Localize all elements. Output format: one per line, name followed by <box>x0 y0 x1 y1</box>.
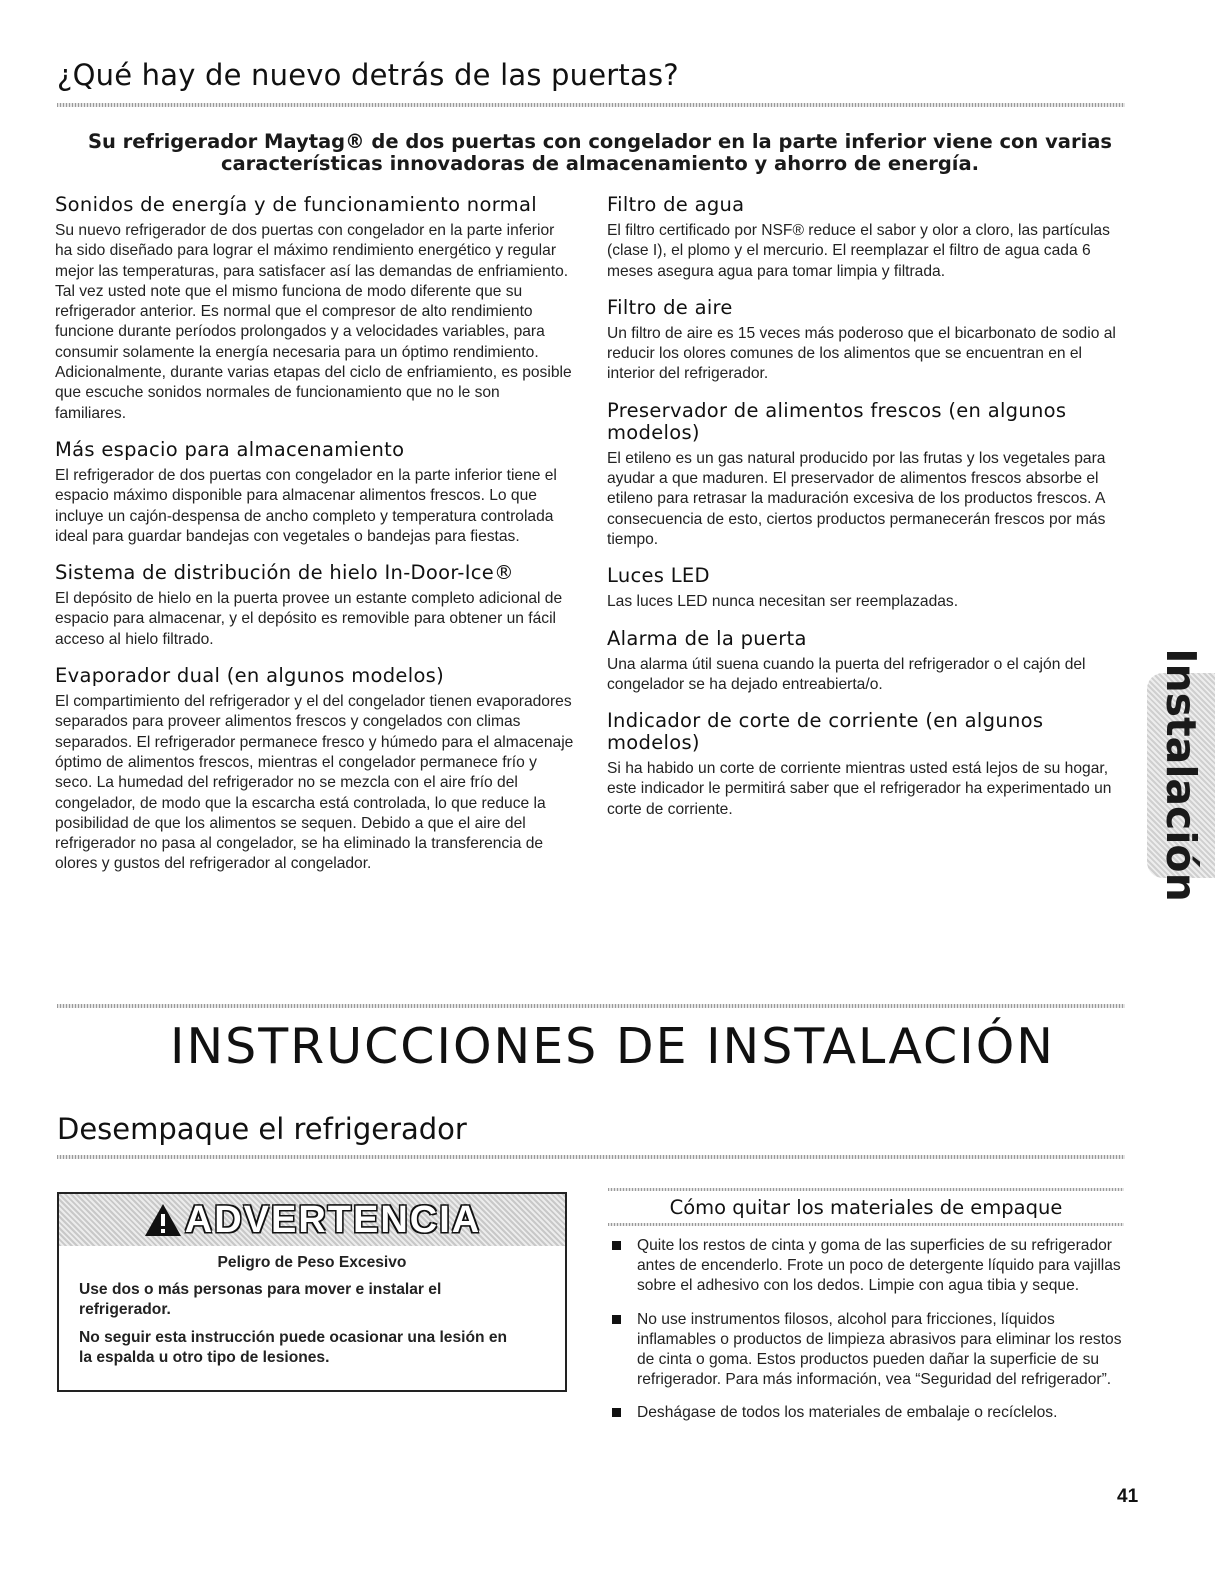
packing-top-rule <box>608 1188 1124 1191</box>
warning-triangle-icon <box>143 1202 183 1238</box>
section-heading: Indicador de corte de corriente (en algunos modelos) <box>607 709 1044 755</box>
section-text: Una alarma útil suena cuando la puerta del refrigerador o el cajón del congelador se ha dejado entreabierta/o. <box>607 655 1086 693</box>
section-text: El filtro certificado por NSF® reduce el sabor y olor a cloro, las partículas (clase I), el plomo y el mercurio. El reemplazar el filtro de agua cada 6 meses asegura agua para tomar limpia y filtrada. <box>607 222 1110 280</box>
section-divider <box>57 1004 1125 1008</box>
list-item-text: Deshágase de todos los materiales de embalaje o recíclelos. <box>637 1404 1058 1422</box>
section-heading: Preservador de alimentos frescos (en algunos modelos) <box>607 398 1067 444</box>
section-text: El depósito de hielo en la puerta provee un estante completo adicional de espacio para almacenar, y el depósito es removible para obtener un fácil acceso al hielo filtrado. <box>55 590 563 648</box>
section-heading: Evaporador dual (en algunos modelos) <box>55 664 445 688</box>
installation-title: INSTRUCCIONES DE INSTALACIÓN <box>170 1018 1055 1075</box>
page-title: ¿Qué hay de nuevo detrás de las puertas? <box>57 58 679 92</box>
section-text: Su nuevo refrigerador de dos puertas con congelador en la parte inferior ha sido diseñado para lograr el máximo rendimiento energético y regular mejor las temperaturas, para satisfacer así las demandas de enfriamiento. Tal vez usted note que el mismo funciona de modo diferente que su refrigerador anterior. Es normal que el compresor de alto rendimiento funcione durante períodos prolongados y a velocidades variables, para consumir solamente la energía necesaria para un óptimo rendimiento. Adicionalmente, durante varias etapas del ciclo de enfriamiento, es posible que escuche sonidos normales de funcionamiento que no le son familiares. <box>55 222 572 422</box>
list-item <box>612 1403 1132 1423</box>
warning-header-label: ADVERTENCIA <box>184 1198 482 1241</box>
left-column <box>55 194 575 890</box>
warning-line-1: Use dos o más personas para mover e instalar el refrigerador. <box>79 1281 442 1318</box>
list-item <box>612 1236 1132 1297</box>
packing-title: Cómo quitar los materiales de empaque <box>669 1196 1063 1219</box>
section-text: El compartimiento del refrigerador y el del congelador tienen evaporadores separados para proveer alimentos frescos y congelados con climas separados. El refrigerador permanece fresco y húmedo para el almacenaje óptimo de alimentos frescos, mientras el congelador permanece frío y seco. La humedad del refrigerador no se mezcla con el aire frío del congelador, de modo que la escarcha está controlada, lo que reduce la posibilidad de que los alimentos se sequen. Debido a que el aire del refrigerador no pasa al congelador, se ha eliminado la transferencia de olores y gustos del refrigerador al congelador. <box>55 693 574 873</box>
page-number: 41 <box>1117 1486 1139 1507</box>
unpack-title: Desempaque el refrigerador <box>57 1112 467 1146</box>
unpack-underline <box>57 1155 1125 1159</box>
section-side-tab <box>1147 648 1215 902</box>
title-underline <box>57 103 1125 107</box>
section-heading: Alarma de la puerta <box>607 626 807 650</box>
section-heading: Filtro de aire <box>607 295 733 319</box>
warning-subtitle: Peligro de Peso Excesivo <box>217 1254 407 1271</box>
list-item-text: Quite los restos de cinta y goma de las superficies de su refrigerador antes de encenderlo. Frote un poco de detergente líquido para vajillas sobre el adhesivo con los dedos. Limpie con agua tibia y seque. <box>637 1237 1121 1295</box>
warning-line-2: No seguir esta instrucción puede ocasionar una lesión en la espalda u otro tipo de lesiones. <box>79 1329 508 1366</box>
right-column <box>607 194 1127 835</box>
section-heading: Sonidos de energía y de funcionamiento normal <box>55 193 537 216</box>
section-text: El refrigerador de dos puertas con congelador en la parte inferior tiene el espacio máximo disponible para almacenar alimentos frescos. Lo que incluye un cajón-despensa de ancho completo y temperatura controlada ideal para guardar bandejas con vegetales o bandejas para fiestas. <box>55 466 557 545</box>
warning-box <box>57 1192 567 1392</box>
bullet-square-icon <box>612 1241 621 1250</box>
section-text: Si ha habido un corte de corriente mientras usted está lejos de su hogar, este indicador le permitirá saber que el refrigerador ha experimentado un corte de corriente. <box>607 760 1112 818</box>
warning-header <box>59 1194 565 1246</box>
section-heading: Luces LED <box>607 564 710 588</box>
list-item <box>612 1310 1132 1391</box>
section-text: Un filtro de aire es 15 veces más poderoso que el bicarbonato de sodio al reducir los olores comunes de los alimentos que se encuentran en el interior del refrigerador. <box>607 324 1116 383</box>
section-heading: Sistema de distribución de hielo In-Door-Ice® <box>55 561 514 585</box>
packing-bottom-rule <box>608 1223 1124 1226</box>
bullet-square-icon <box>612 1315 621 1324</box>
section-text: Las luces LED nunca necesitan ser reemplazadas. <box>607 593 959 611</box>
intro-text: Su refrigerador Maytag® de dos puertas con congelador en la parte inferior viene con varias características innovadoras de almacenamiento y ahorro de energía. <box>87 130 1113 175</box>
bullet-square-icon <box>612 1408 621 1417</box>
packing-list <box>612 1236 1132 1437</box>
section-text: El etileno es un gas natural producido por las frutas y los vegetales para ayudar a que maduren. El preservador de alimentos frescos absorbe el etileno para retrasar la maduración excesiva de los productos frescos. A consecuencia de esto, ciertos productos permanecerán frescos por más tiempo. <box>607 449 1106 548</box>
list-item-text: No use instrumentos filosos, alcohol para fricciones, líquidos inflamables o productos de limpieza abrasivos para eliminar los restos de cinta o goma. Estos productos pueden dañar la superficie de su refrigerador. Para más información, vea “Seguridad del refrigerador”. <box>637 1310 1122 1389</box>
side-tab-label: Instalación <box>1157 648 1205 902</box>
section-heading: Más espacio para almacenamiento <box>55 437 405 461</box>
section-heading: Filtro de agua <box>607 193 745 216</box>
